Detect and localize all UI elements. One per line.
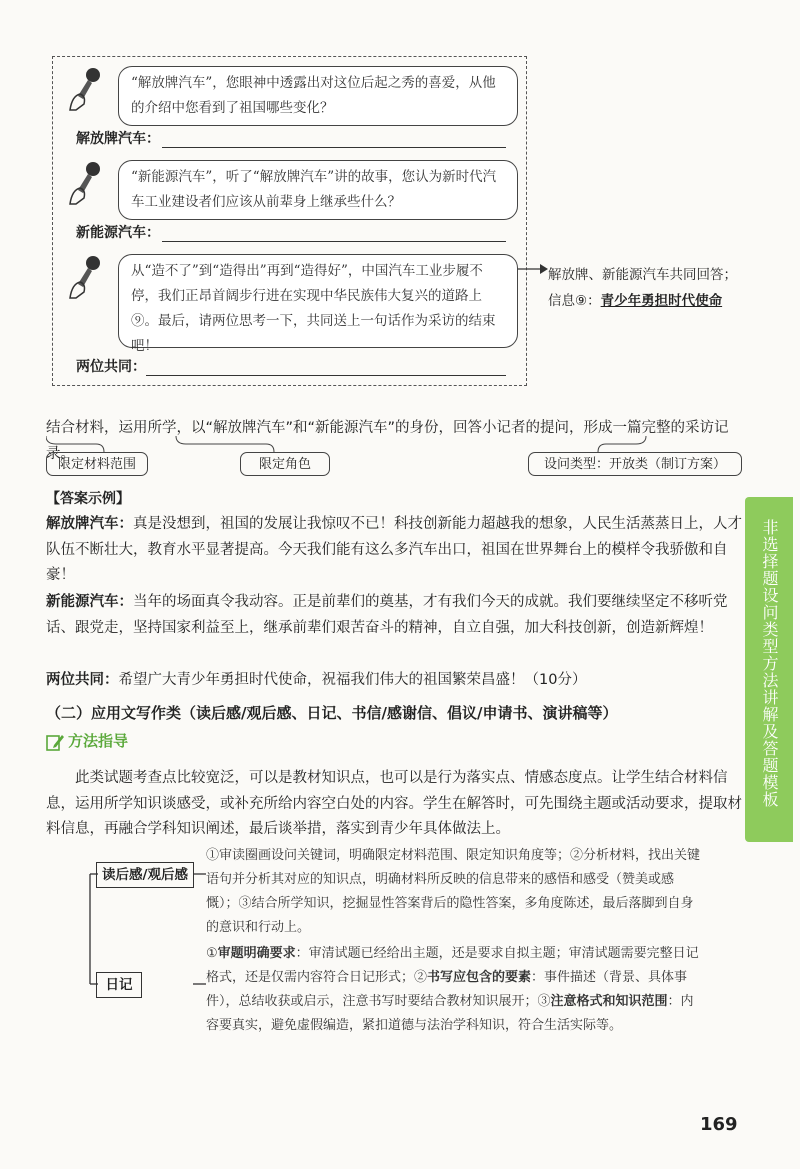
microphone-icon — [66, 254, 104, 300]
side-note-line-1: 解放牌、新能源汽车共同回答； — [548, 267, 737, 283]
answer-3: 两位共同：希望广大青少年勇担时代使命，祝福我们伟大的祖国繁荣昌盛！（10分） — [46, 672, 587, 688]
side-note — [548, 262, 744, 314]
chapter-sidebar — [745, 497, 793, 842]
arrow-right-icon — [518, 262, 548, 276]
answer-heading: 【答案示例】 — [46, 491, 130, 507]
tag-question-type: 设问类型：开放类（制订方案） — [528, 452, 742, 476]
node-reading-reflection: 读后感/观后感 — [96, 862, 194, 888]
page-number: 169 — [700, 1114, 738, 1135]
answer-label-3: 两位共同： — [76, 359, 146, 375]
question-bubble-3: 从“造不了”到“造得出”再到“造得好”，中国汽车工业步履不停，我们正昂首阔步行进在实现中华民族伟大复兴的道路上⑨。最后，请两位思考一下，共同送上一句话作为采访的结束吧！ — [118, 254, 518, 348]
answer-line-2[interactable] — [162, 240, 506, 242]
instruction-brackets — [46, 434, 746, 454]
instruction-text: 结合材料，运用所学，以“解放牌汽车”和“新能源汽车”的身份，回答小记者的提问，形成一篇完整的采访记录。 — [46, 420, 729, 462]
tag-role: 限定角色 — [240, 452, 330, 476]
sidebar-text: 非选择题设问类型方法讲解及答题模板 — [760, 519, 779, 808]
method-heading: 方法指导 — [68, 732, 129, 750]
side-note-line-2: 信息⑨：青少年勇担时代使命 — [548, 293, 723, 309]
question-bubble-1: “解放牌汽车”，您眼神中透露出对这位后起之秀的喜爱，从他的介绍中您看到了祖国哪些变化？ — [118, 66, 518, 126]
node1-text: ①审读圈画设问关键词，明确限定材料范围、限定知识角度等；②分析材料，找出关键语句并分析其对应的知识点，明确材料所反映的信息带来的感悟和感受（赞美或感慨）；③结合所学知识，挖掘显性答案背后的隐性答案，多角度陈述，最后落脚到自身的意识和行动上。 — [206, 848, 701, 935]
answer-2: 新能源汽车：当年的场面真令我动容。正是前辈们的奠基，才有我们今天的成就。我们要继续坚定不移听党话、跟党走，坚持国家利益至上，继承前辈们艰苦奋斗的精神，自立自强，加大科技创新，创造新辉煌！ — [46, 594, 728, 636]
question-bubble-2: “新能源汽车”，听了“解放牌汽车”讲的故事，您认为新时代汽车工业建设者们应该从前辈身上继承些什么？ — [118, 160, 518, 220]
answer-line-3[interactable] — [146, 374, 506, 376]
section-title: （二）应用文写作类（读后感/观后感、日记、书信/感谢信、倡议/申请书、演讲稿等） — [46, 704, 618, 722]
node2-text: ①审题明确要求：审清试题已经给出主题，还是要求自拟主题；审清试题需要完整日记格式，还是仅需内容符合日记形式；②书写应包含的要素：事件描述（背景、具体事件），总结收获或启示，注意书写时要结合教材知识展开；③注意格式和知识范围：内容要真实，避免虚假编造，紧扣道德与法治学科知识，符合生活实际等。 — [206, 946, 699, 1033]
tag-material-scope: 限定材料范围 — [46, 452, 148, 476]
pencil-icon — [46, 733, 64, 751]
section-intro: 此类试题考查点比较宽泛，可以是教材知识点，也可以是行为落实点、情感态度点。让学生结合材料信息，运用所学知识谈感受，或补充所给内容空白处的内容。学生在解答时，可先围绕主题或活动要求，提取材料信息，再融合学科知识阐述，最后谈举措，落实到青少年具体做法上。 — [46, 770, 742, 837]
node-diary: 日记 — [96, 972, 142, 998]
answer-label-2: 新能源汽车： — [76, 225, 160, 241]
answer-label-1: 解放牌汽车： — [76, 131, 160, 147]
microphone-icon — [66, 160, 104, 206]
answer-line-1[interactable] — [162, 146, 506, 148]
answer-1: 解放牌汽车：真是没想到，祖国的发展让我惊叹不已！科技创新能力超越我的想象，人民生活蒸蒸日上，人才队伍不断壮大，教育水平显著提高。今天我们能有这么多汽车出口，祖国在世界舞台上的模样令我骄傲和自豪！ — [46, 516, 742, 583]
microphone-icon — [66, 66, 104, 112]
